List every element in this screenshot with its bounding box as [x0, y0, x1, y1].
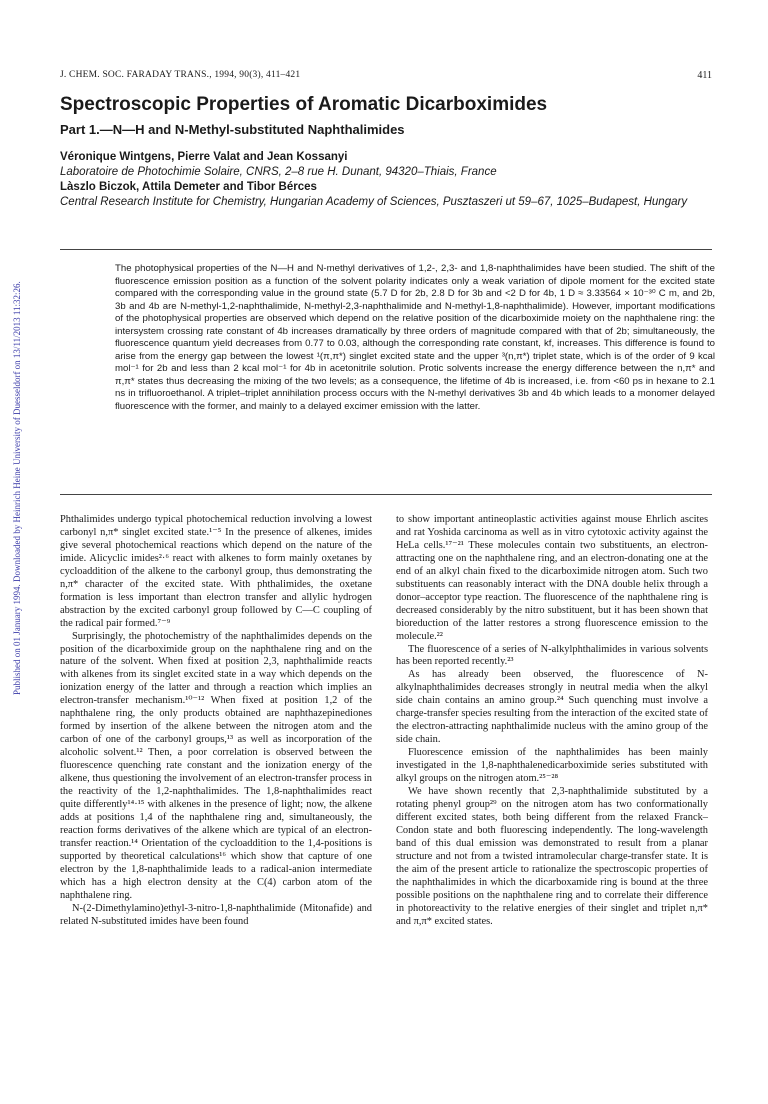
paragraph: The fluorescence of a series of N-alkylphthalimides in various solvents has been reported recently.²³	[396, 643, 708, 668]
affiliation-2: Central Research Institute for Chemistry, Hungarian Academy of Sciences, Pusztaszeri ut 59–67, 1025–Budapest, Hungary	[60, 196, 688, 208]
paragraph: Surprisingly, the photochemistry of the naphthalimides depends on the position of the dicarboximide group on the naphthalene ring and on the nature of the solvent. When fixed at position 2,3, naphthalimide reacts with alkenes from its singlet excited state in a way which depends on the ionization energy of the latter and through a reaction which implies an electron-transfer mechanism.¹⁰⁻¹² When fixed at position 1,2 of the naphthalene ring, the only products obtained are naphthazepinediones formed by insertion of the alkene between the nitrogen atom and the carbon of one of the carbonyl groups,¹³ as well as incorporation of the alcoholic solvent.¹² Then, a poor correlation is observed between the fluorescence quenching rate constant and the ionization energy of the alkene, thus questioning the involvement of an electron-transfer process in the reactivity of the 1,2-naphthalimides. The 1,8-naphthalimides react quite differently¹⁴·¹⁵ with alkenes in the presence of light; now, the alkene adds at positions 1,4 of the naphthalene ring and, simultaneously, the reaction forms derivatives of the alkene which are typical of an electron-transfer reaction.¹⁴ Orientation of the cycloaddition to the 1,4-positions is supported by theoretical calculations¹⁶ which show that capture of one electron by the 1,8-naphthalimide leads to a radical-anion intermediate which has a high electron density at the C(4) carbon atom of the naphthalene ring.	[60, 630, 372, 901]
divider-top	[60, 249, 712, 250]
affiliation-1: Laboratoire de Photochimie Solaire, CNRS, 2–8 rue H. Dunant, 94320–Thiais, France	[60, 166, 497, 178]
download-notice	[0, 175, 22, 695]
article-title: Spectroscopic Properties of Aromatic Dicarboximides	[60, 94, 548, 115]
paragraph: We have shown recently that 2,3-naphthalimide substituted by a rotating phenyl group²⁹ on the nitrogen atom has two conformationally different excited states, both being different from the relaxed Franck–Condon state and both fluorescing independently. The long-wavelength band of this dual emission was demonstrated to result from a planar structure and not from a twisted intramolecular charge-transfer state. It is the aim of the present article to rationalize the spectroscopic properties of the naphthalimides in which the dicarboxamide ring is bound at the three possible positions on the naphthalene ring and to correlate their difference in photoreactivity to the relative energies of their singlet and triplet n,π* and π,π* excited states.	[396, 786, 708, 927]
download-notice-text: Published on 01 January 1994. Downloaded by Heinrich Heine University of Duesseldorf on 13/11/2013 11:32:26.	[12, 281, 22, 695]
paragraph: N-(2-Dimethylamino)ethyl-3-nitro-1,8-naphthalimide (Mitonafide) and related N-substituted imides have been found	[60, 902, 372, 927]
paragraph: Phthalimides undergo typical photochemical reduction involving a lowest carbonyl n,π* singlet excited state.¹⁻⁵ In the presence of alkenes, imides give several photochemical reactions which depend on the nature of the imide. Alicyclic imides²·⁶ react with alkenes to form mainly oxetanes by cycloaddition of the alkene to the carbonyl group, thus demonstrating the n,π* character of the excited state. With phthalimides, the oxetane formation is less important than electron transfer and allylic hydrogen abstraction by the excited carbonyl group followed by C—C coupling of the radical pair formed.⁷⁻⁹	[60, 514, 372, 629]
paragraph: Fluorescence emission of the naphthalimides has been mainly investigated in the 1,8-naphthalenedicarboximide series substituted with alkyl groups on the nitrogen atom.²⁵⁻²⁸	[396, 747, 708, 785]
author-names-1: Véronique Wintgens, Pierre Valat and Jean Kossanyi	[60, 151, 348, 163]
divider-bottom	[60, 494, 712, 495]
author-names-2: Làszlo Biczok, Attila Demeter and Tibor Bérces	[60, 181, 317, 193]
abstract: The photophysical properties of the N—H and N-methyl derivatives of 1,2-, 2,3- and 1,8-naphthalimides have been studied. The shift of the fluorescence emission position as a function of the solvent polarity indicates only a weak variation of dipole moment for the excited state compared with the corresponding value in the ground state (5.7 D for 2b, 2.8 D for 3b and <2 D for 4b, 1 D ≈ 3.33564 × 10⁻³⁰ C m, and 2b, 3b and 4b are N-methyl-1,2-naphthalimide, N-methyl-2,3-naphthalimide and N-methyl-1,8-naphthalimide). However, important modifications of the photophysical properties are observed which depend on the relative position of the dicarboximide moiety on the naphthalene ring: the intersystem crossing rate constant of 4b increases dramatically by three orders of magnitude compared with that of 2b; simultaneously, the fluorescence quantum yield decreases from 0.77 to 0.03, although the corresponding rate constant, kf, increases. This difference is found to arise from the energy gap between the lowest ¹(π,π*) singlet excited state and the upper ³(n,π*) triplet state, which is of the order of 9 kcal mol⁻¹ for 2b and less than 2 kcal mol⁻¹ for 4b in acetonitrile solution. Protic solvents increase the energy difference between the n,π* and π,π* states thus decreasing the mixing of the two levels; as a consequence, the lifetime of 4b is increased, i.e. from <60 ps in hexane to 2.1 ns in trifluoroethanol. A triplet–triplet annihilation process occurs with the N-methyl derivatives 3b and 4b which leads to a monomer delayed fluorescence with the former, and mainly to a delayed excimer emission with the latter.	[115, 263, 715, 412]
body-column-left	[60, 514, 372, 929]
page-number: 411	[697, 70, 712, 81]
paragraph: As has already been observed, the fluorescence of N-alkylnaphthalimides decreases strongly in neutral media when the alkyl side chain contains an amino group.²⁴ Such quenching must involve a charge-transfer species resulting from the interaction of the excited state of the electron-attracting naphthalimide nucleus with the amino group of the side chain.	[396, 669, 708, 746]
body-column-right	[396, 514, 708, 929]
article-subtitle: Part 1.—N—H and N-Methyl-substituted Naphthalimides	[60, 122, 405, 137]
journal-citation: J. CHEM. SOC. FARADAY TRANS., 1994, 90(3), 411–421	[60, 70, 301, 80]
author-block	[60, 150, 720, 210]
paragraph: to show important antineoplastic activities against mouse Ehrlich ascites and rat Yoshida carcinoma as well as in vitro cytotoxic activity against the HeLa cells.¹⁷⁻²¹ These molecules contain two substituents, an electron-attracting one on the naphthalene ring, and an electron-donating one at the end of an alkyl chain fixed to the dicarboximide nitrogen atom. Such two substituents can reasonably interact with the DNA double helix through a donor–acceptor type reaction. The fluorescence of the naphthalene ring is decreased considerably by the nitro substituent, but it has been shown that bioreduction of the latter restores a strong fluorescence emission to the molecule.²²	[396, 514, 708, 642]
